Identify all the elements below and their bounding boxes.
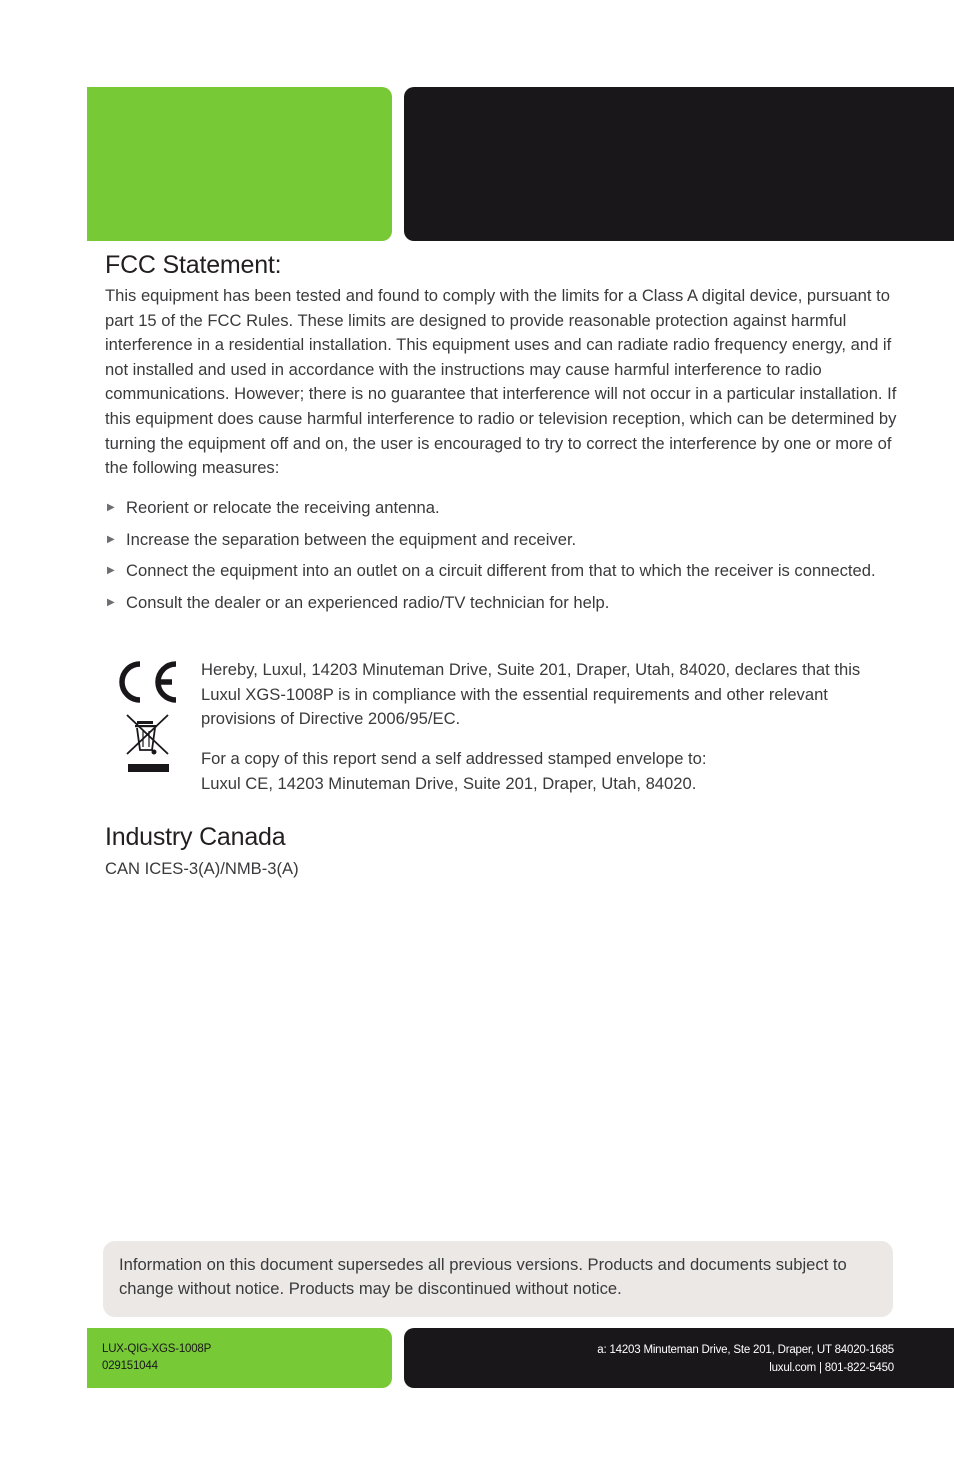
supersede-notice-text: Information on this document supersedes all previous versions. Products and documents subject to change without notice. Products may be discontinued without notice. [119,1255,847,1298]
industry-canada-body: CAN ICES-3(A)/NMB-3(A) [105,859,299,878]
footer-green-block [87,1328,392,1388]
footer-black-block [404,1328,954,1388]
triangle-right-icon: ▶ [107,533,115,545]
triangle-right-icon: ▶ [107,565,115,577]
list-item: ▶ Consult the dealer or an experienced radio/TV technician for help. [105,591,895,616]
header-green-block [87,87,392,241]
fcc-measures-list [105,496,895,622]
triangle-right-icon: ▶ [107,502,115,513]
footer-doc-code: LUX-QIG-XGS-1008P [102,1343,212,1355]
list-item: ▶ Connect the equipment into an outlet on a circuit different from that to which the receiver is connected. [105,559,895,584]
ce-report-copy-line2: Luxul CE, 14203 Minuteman Drive, Suite 201, Draper, Utah, 84020. [201,773,697,793]
supersede-notice [103,1241,893,1317]
footer-doc-number: 029151044 [102,1360,158,1372]
crossed-out-wheelie-bin-icon [124,712,174,774]
footer-contact: luxul.com | 801-822-5450 [769,1362,894,1374]
fcc-statement-title: FCC Statement: [105,251,282,279]
ce-report-copy [201,747,881,796]
triangle-right-icon: ▶ [107,596,115,608]
footer-address: a: 14203 Minuteman Drive, Ste 201, Draper, UT 84020-1685 [597,1344,894,1356]
list-item: ▶ Reorient or relocate the receiving antenna. [105,496,895,521]
list-item: ▶ Increase the separation between the equipment and receiver. [105,528,895,553]
ce-mark-icon [110,656,182,708]
fcc-statement-body: This equipment has been tested and found to comply with the limits for a Class A digital device, pursuant to part 15 of the FCC Rules. These limits are designed to provide reasonable protection against harmful interference in a residential installation. This equipment uses and can radiate radio frequency energy, and if not installed and used in accordance with the instructions may cause harmful interference to radio communications. However; there is no guarantee that interference will not occur in a particular installation. If this equipment does cause harmful interference to radio or television reception, which can be determined by turning the equipment off and on, the user is encouraged to try to correct the interference by one or more of the following measures: [105,286,897,478]
ce-report-copy-line1: For a copy of this report send a self addressed stamped envelope to: [201,749,707,768]
industry-canada-title: Industry Canada [105,823,286,851]
ce-declaration: Hereby, Luxul, 14203 Minuteman Drive, Suite 201, Draper, Utah, 84020, declares that this Luxul XGS-1008P is in compliance with the essential requirements and other relevant provisions of Directive 2006/95/EC. [201,660,861,729]
header-black-block [404,87,954,241]
